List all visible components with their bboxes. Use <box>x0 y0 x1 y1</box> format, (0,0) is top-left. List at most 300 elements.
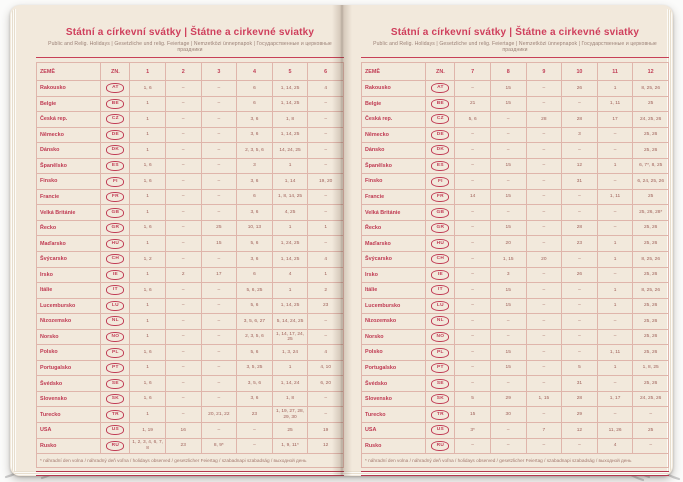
table-row <box>37 376 344 392</box>
month-cell: – <box>526 283 562 299</box>
country-cell: Česká rep. <box>37 112 101 128</box>
country-code-cell <box>101 205 130 221</box>
table-row <box>362 376 669 392</box>
month-cell: – <box>308 127 344 143</box>
month-cell: – <box>201 96 237 112</box>
month-cell: – <box>455 283 491 299</box>
month-cell: 8, 9* <box>201 438 237 454</box>
country-code-badge: CH <box>106 254 124 264</box>
table-row <box>362 329 669 345</box>
month-cell: 1, 11 <box>597 96 633 112</box>
table-row <box>362 236 669 252</box>
month-cell: 1, 9, 11* <box>272 438 308 454</box>
month-cell: 1 <box>272 158 308 174</box>
country-cell: Velká Británie <box>362 205 426 221</box>
country-code-cell <box>101 158 130 174</box>
country-cell: Francie <box>37 189 101 205</box>
month-cell: – <box>562 143 598 159</box>
month-cell: 4 <box>308 345 344 361</box>
month-cell: – <box>526 96 562 112</box>
country-code-cell <box>101 267 130 283</box>
month-cell: 3 <box>562 127 598 143</box>
country-code-badge: TR <box>431 410 449 420</box>
month-cell: – <box>201 81 237 97</box>
month-cell: 1 <box>130 407 166 423</box>
month-cell: 3, 5, 6, 27 <box>237 314 273 330</box>
country-cell: Norsko <box>362 329 426 345</box>
country-code-badge: FI <box>431 177 449 187</box>
month-cell: 14, 24, 25 <box>272 143 308 159</box>
month-cell: 25, 26 <box>633 127 669 143</box>
country-code-badge: DK <box>431 145 449 155</box>
month-cell: 1 <box>130 205 166 221</box>
country-code-cell <box>426 423 455 439</box>
month-cell: – <box>201 127 237 143</box>
month-cell: 23 <box>562 236 598 252</box>
country-cell: Švédsko <box>362 376 426 392</box>
column-header: 2 <box>165 63 201 81</box>
month-cell: 15 <box>490 81 526 97</box>
country-code-badge: ES <box>106 161 124 171</box>
month-cell: 4 <box>308 252 344 268</box>
month-cell: – <box>201 345 237 361</box>
month-cell: – <box>562 96 598 112</box>
month-cell: – <box>308 112 344 128</box>
table-row <box>37 205 344 221</box>
country-code-cell <box>101 360 130 376</box>
month-cell: 1 <box>130 96 166 112</box>
country-code-badge: SE <box>106 379 124 389</box>
header-rule <box>361 57 669 58</box>
month-cell: – <box>201 283 237 299</box>
month-cell: 1, 8 <box>272 391 308 407</box>
month-cell: – <box>562 438 598 454</box>
country-code-cell <box>101 112 130 128</box>
month-cell: – <box>597 220 633 236</box>
month-cell: – <box>165 143 201 159</box>
month-cell: – <box>165 345 201 361</box>
month-cell: 25 <box>633 423 669 439</box>
month-cell: – <box>165 189 201 205</box>
country-code-cell <box>426 438 455 454</box>
page-subtitle: Public and Relig. Holidays | Gesetzliche und relig. Feiertage | Nemzetközi ünnepnapok | Государственные и церковные праздники <box>373 41 657 53</box>
table-row <box>37 314 344 330</box>
month-cell: 6, 7*, 8, 25 <box>633 158 669 174</box>
table-row <box>362 407 669 423</box>
month-cell: – <box>455 205 491 221</box>
country-code-badge: FR <box>106 192 124 202</box>
month-cell: – <box>597 127 633 143</box>
table-row <box>362 174 669 190</box>
country-code-badge: PL <box>431 348 449 358</box>
month-cell: – <box>201 376 237 392</box>
month-cell: – <box>633 407 669 423</box>
month-cell: 3, 5, 25 <box>237 360 273 376</box>
month-cell: 1 <box>597 236 633 252</box>
month-cell: – <box>308 314 344 330</box>
month-cell: 1 <box>130 314 166 330</box>
month-cell: 6 <box>237 267 273 283</box>
table-row <box>37 298 344 314</box>
month-cell: 8, 25, 26 <box>633 252 669 268</box>
table-row <box>37 81 344 97</box>
country-cell: Portugalsko <box>37 360 101 376</box>
country-cell: Rakousko <box>362 81 426 97</box>
table-row <box>37 345 344 361</box>
month-cell: 1, 15 <box>526 391 562 407</box>
month-cell: – <box>526 438 562 454</box>
month-cell: 1 <box>597 252 633 268</box>
month-cell: – <box>597 407 633 423</box>
country-code-badge: SK <box>106 394 124 404</box>
country-cell: Řecko <box>37 220 101 236</box>
table-row <box>37 267 344 283</box>
month-cell: 26 <box>562 267 598 283</box>
month-cell: – <box>526 314 562 330</box>
country-code-cell <box>426 283 455 299</box>
country-code-cell <box>426 391 455 407</box>
month-cell: – <box>201 423 237 439</box>
bottom-rule <box>361 471 669 476</box>
month-cell: 25, 26 <box>633 329 669 345</box>
country-code-cell <box>101 407 130 423</box>
month-cell: 15 <box>490 96 526 112</box>
month-cell: 25 <box>201 220 237 236</box>
month-cell: – <box>308 407 344 423</box>
month-cell: 15 <box>490 298 526 314</box>
month-cell: 25, 26 <box>633 314 669 330</box>
country-code-cell <box>426 267 455 283</box>
month-cell: 25, 26, 28* <box>633 205 669 221</box>
country-cell: Německo <box>362 127 426 143</box>
country-code-cell <box>426 205 455 221</box>
page-subtitle: Public and Relig. Holidays | Gesetzliche und relig. Feiertage | Nemzetközi ünnepnapok | Государственные и церковные праздники <box>48 41 332 53</box>
column-header: 7 <box>455 63 491 81</box>
month-cell: – <box>165 252 201 268</box>
month-cell: – <box>201 252 237 268</box>
country-code-badge: HU <box>431 239 449 249</box>
month-cell: 1, 3, 24 <box>272 345 308 361</box>
month-cell: 4 <box>272 267 308 283</box>
month-cell: – <box>526 205 562 221</box>
month-cell: – <box>455 267 491 283</box>
month-cell: 1, 11 <box>597 189 633 205</box>
month-cell: – <box>455 158 491 174</box>
month-cell: – <box>633 438 669 454</box>
month-cell: – <box>308 143 344 159</box>
country-cell: Polsko <box>37 345 101 361</box>
country-cell: Francie <box>362 189 426 205</box>
country-code-cell <box>101 329 130 345</box>
month-cell: 1, 6 <box>130 220 166 236</box>
month-cell: 25 <box>272 423 308 439</box>
country-code-badge: US <box>106 425 124 435</box>
country-code-badge: LU <box>431 301 449 311</box>
month-cell: 6 <box>237 96 273 112</box>
month-cell: 23 <box>237 407 273 423</box>
country-cell: Maďarsko <box>37 236 101 252</box>
month-cell: 1, 15 <box>490 252 526 268</box>
country-code-badge: IT <box>431 285 449 295</box>
table-row <box>37 127 344 143</box>
country-code-badge: IE <box>431 270 449 280</box>
month-cell: 1 <box>597 81 633 97</box>
country-code-cell <box>101 391 130 407</box>
month-cell: 1, 14, 25 <box>272 81 308 97</box>
month-cell: 15 <box>490 220 526 236</box>
month-cell: 5, 6 <box>237 345 273 361</box>
table-row <box>37 174 344 190</box>
country-code-badge: PT <box>106 363 124 373</box>
country-cell: Itálie <box>37 283 101 299</box>
country-cell: Nizozemsko <box>362 314 426 330</box>
month-cell: – <box>308 96 344 112</box>
country-code-cell <box>101 189 130 205</box>
month-cell: 3 <box>237 158 273 174</box>
month-cell: – <box>526 158 562 174</box>
country-code-cell <box>101 283 130 299</box>
month-cell: – <box>165 158 201 174</box>
month-cell: – <box>526 376 562 392</box>
month-cell: – <box>201 329 237 345</box>
month-cell: – <box>526 345 562 361</box>
month-cell: 3* <box>455 423 491 439</box>
table-row <box>37 189 344 205</box>
month-cell: 12 <box>562 423 598 439</box>
month-cell: – <box>490 314 526 330</box>
country-cell: Slovensko <box>37 391 101 407</box>
month-cell: – <box>562 298 598 314</box>
page-title: Státní a církevní svátky | Štátne a cirkevné sviatky <box>390 27 640 38</box>
month-cell: 1 <box>130 360 166 376</box>
month-cell: 8, 25, 26 <box>633 283 669 299</box>
month-cell: 28 <box>562 112 598 128</box>
country-code-cell <box>426 81 455 97</box>
month-cell: 17 <box>201 267 237 283</box>
column-header: 12 <box>633 63 669 81</box>
column-header: ZN. <box>101 63 130 81</box>
month-cell: 3, 6 <box>237 174 273 190</box>
country-code-badge: FR <box>431 192 449 202</box>
country-code-cell <box>426 112 455 128</box>
column-header: 1 <box>130 63 166 81</box>
country-cell: Rakousko <box>37 81 101 97</box>
month-cell: 25, 26 <box>633 220 669 236</box>
month-cell: 29 <box>562 407 598 423</box>
month-cell: 6, 24, 25, 26 <box>633 174 669 190</box>
bottom-rule <box>36 471 344 476</box>
country-cell: Švýcarsko <box>37 252 101 268</box>
month-cell: 5, 6 <box>237 236 273 252</box>
month-cell: – <box>526 329 562 345</box>
table-row <box>362 423 669 439</box>
column-header: 9 <box>526 63 562 81</box>
month-cell: – <box>526 174 562 190</box>
country-code-badge: IE <box>106 270 124 280</box>
column-header: 10 <box>562 63 598 81</box>
country-cell: Španělsko <box>362 158 426 174</box>
month-cell: – <box>165 81 201 97</box>
month-cell: – <box>526 127 562 143</box>
month-cell: – <box>201 314 237 330</box>
column-header: 6 <box>308 63 344 81</box>
holidays-table-months-1-6 <box>36 62 344 468</box>
header-rule <box>36 57 344 58</box>
month-cell: 1, 6 <box>130 283 166 299</box>
country-code-badge: PT <box>431 363 449 373</box>
month-cell: 20 <box>526 252 562 268</box>
country-cell: Portugalsko <box>362 360 426 376</box>
month-cell: – <box>526 236 562 252</box>
country-code-cell <box>101 438 130 454</box>
month-cell: 25 <box>633 189 669 205</box>
month-cell: – <box>165 298 201 314</box>
country-cell: Řecko <box>362 220 426 236</box>
month-cell: 15 <box>490 345 526 361</box>
holidays-table-months-7-12 <box>361 62 669 468</box>
month-cell: – <box>308 189 344 205</box>
month-cell: 15 <box>455 407 491 423</box>
table-row <box>362 298 669 314</box>
month-cell: 1, 8 <box>272 112 308 128</box>
country-code-cell <box>426 298 455 314</box>
month-cell: 1, 6 <box>130 345 166 361</box>
country-cell: Španělsko <box>37 158 101 174</box>
country-code-cell <box>426 96 455 112</box>
country-code-badge: TR <box>106 410 124 420</box>
month-cell: – <box>165 283 201 299</box>
month-cell: 4 <box>308 81 344 97</box>
month-cell: – <box>562 252 598 268</box>
country-code-badge: DE <box>431 130 449 140</box>
month-cell: 1, 8, 14, 25 <box>272 189 308 205</box>
month-cell: – <box>562 205 598 221</box>
table-row <box>37 423 344 439</box>
month-cell: 2, 3, 5, 6 <box>237 143 273 159</box>
month-cell: – <box>165 391 201 407</box>
month-cell: 1 <box>130 298 166 314</box>
month-cell: 3, 6 <box>237 252 273 268</box>
month-cell: 2, 3, 5, 6 <box>237 329 273 345</box>
table-row <box>362 391 669 407</box>
month-cell: 1, 14, 25 <box>272 127 308 143</box>
country-code-cell <box>426 345 455 361</box>
month-cell: 6 <box>237 189 273 205</box>
country-cell: Norsko <box>37 329 101 345</box>
month-cell: 19 <box>308 423 344 439</box>
month-cell: – <box>165 174 201 190</box>
month-cell: 23 <box>308 298 344 314</box>
month-cell: – <box>455 174 491 190</box>
month-cell: 15 <box>490 283 526 299</box>
month-cell: – <box>490 112 526 128</box>
country-cell: Polsko <box>362 345 426 361</box>
month-cell: 25, 26 <box>633 267 669 283</box>
country-code-badge: CZ <box>106 114 124 124</box>
table-row <box>362 189 669 205</box>
country-cell: Belgie <box>362 96 426 112</box>
country-code-badge: SE <box>431 379 449 389</box>
month-cell: – <box>597 143 633 159</box>
country-cell: Slovensko <box>362 391 426 407</box>
country-cell: Lucembursko <box>362 298 426 314</box>
table-row <box>37 283 344 299</box>
month-cell: – <box>201 360 237 376</box>
month-cell: 3, 6 <box>237 112 273 128</box>
month-cell: – <box>165 127 201 143</box>
country-code-badge: SK <box>431 394 449 404</box>
country-code-cell <box>426 174 455 190</box>
month-cell: 24, 25, 26 <box>633 391 669 407</box>
country-cell: USA <box>37 423 101 439</box>
country-cell: Švýcarsko <box>362 252 426 268</box>
month-cell: 1, 17 <box>597 391 633 407</box>
month-cell: – <box>490 127 526 143</box>
month-cell: – <box>165 236 201 252</box>
country-code-cell <box>426 127 455 143</box>
month-cell: – <box>201 189 237 205</box>
column-header: ZN. <box>426 63 455 81</box>
month-cell: 15 <box>490 158 526 174</box>
month-cell: – <box>455 81 491 97</box>
table-row <box>362 81 669 97</box>
month-cell: – <box>562 189 598 205</box>
country-code-badge: NO <box>431 332 449 342</box>
month-cell: 3, 6 <box>237 127 273 143</box>
table-row <box>362 360 669 376</box>
country-code-cell <box>101 345 130 361</box>
month-cell: 25, 26 <box>633 345 669 361</box>
country-cell: Rusko <box>37 438 101 454</box>
country-code-badge: LU <box>106 301 124 311</box>
month-cell: 5, 14, 24, 25 <box>272 314 308 330</box>
month-cell: 1, 14, 25 <box>272 96 308 112</box>
country-code-cell <box>101 376 130 392</box>
country-code-cell <box>101 423 130 439</box>
month-cell: 25 <box>633 96 669 112</box>
month-cell: 4, 10 <box>308 360 344 376</box>
month-cell: – <box>308 158 344 174</box>
table-row <box>362 345 669 361</box>
column-header: 4 <box>237 63 273 81</box>
month-cell: 20 <box>490 236 526 252</box>
month-cell: 5, 6 <box>237 298 273 314</box>
month-cell: 31 <box>562 174 598 190</box>
month-cell: 1, 8, 25 <box>633 360 669 376</box>
country-code-badge: NO <box>106 332 124 342</box>
month-cell: – <box>455 376 491 392</box>
month-cell: 24, 25, 26 <box>633 112 669 128</box>
month-cell: – <box>308 329 344 345</box>
month-cell: – <box>165 360 201 376</box>
month-cell: 1 <box>597 360 633 376</box>
country-code-badge: IT <box>106 285 124 295</box>
month-cell: – <box>490 205 526 221</box>
month-cell: 1, 14, 25 <box>272 252 308 268</box>
country-code-cell <box>426 220 455 236</box>
month-cell: – <box>526 298 562 314</box>
month-cell: – <box>455 298 491 314</box>
month-cell: – <box>455 345 491 361</box>
country-code-cell <box>101 81 130 97</box>
month-cell: – <box>308 236 344 252</box>
footnote: * náhradní den volna / náhradný deň voľna / holidays observed / gesetzlicher Feiertag / szabadnapi szabadság / выходной день <box>362 454 669 468</box>
country-cell: Lucembursko <box>37 298 101 314</box>
column-header: 5 <box>272 63 308 81</box>
month-cell: – <box>455 143 491 159</box>
month-cell: 15 <box>490 360 526 376</box>
table-row <box>362 283 669 299</box>
